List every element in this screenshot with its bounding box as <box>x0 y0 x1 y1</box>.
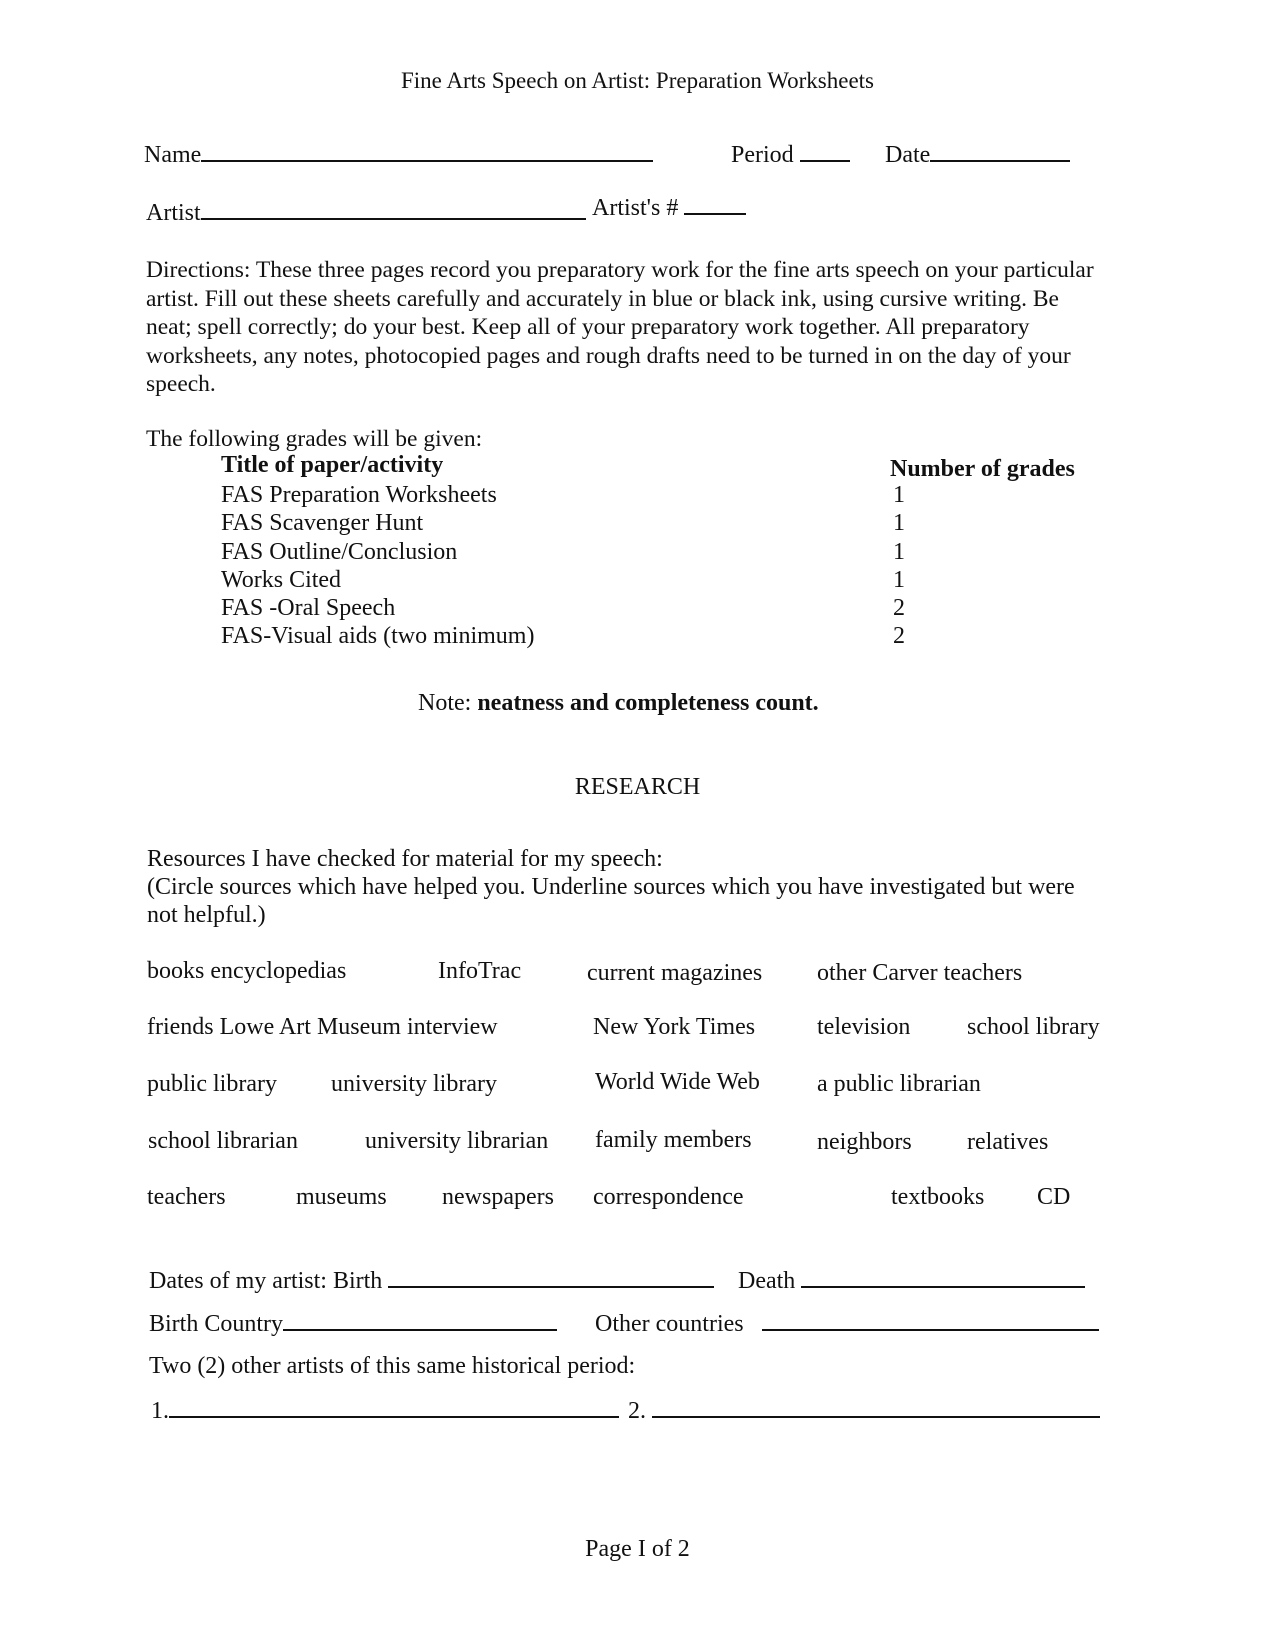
note-text: neatness and completeness count. <box>477 690 819 716</box>
source-item[interactable]: television <box>817 1014 911 1040</box>
grades-number-list <box>893 481 905 651</box>
source-item[interactable]: other Carver teachers <box>817 960 1023 986</box>
document-title: Fine Arts Speech on Artist: Preparation Worksheets <box>401 68 874 93</box>
source-item[interactable]: a public librarian <box>817 1071 981 1097</box>
source-item[interactable]: neighbors <box>817 1129 912 1155</box>
source-item[interactable]: school library <box>967 1014 1100 1040</box>
item-2-label: 2. <box>628 1398 646 1424</box>
artist-field[interactable] <box>146 200 586 227</box>
other-countries-blank[interactable] <box>762 1328 1099 1331</box>
source-item[interactable]: university librarian <box>365 1128 549 1154</box>
grade-row-title: FAS Outline/Conclusion <box>221 538 458 565</box>
death-date-field[interactable] <box>738 1268 1085 1295</box>
other-countries-field[interactable] <box>595 1311 1099 1338</box>
source-item[interactable]: public library <box>147 1071 277 1097</box>
artist-label: Artist <box>146 200 201 226</box>
directions-paragraph: Directions: These three pages record you preparatory work for the fine arts speech on your particular artist. Fill out these sheets carefully and accurately in blue or black ink, using cursive writing. Be neat; spell correctly; do your best. Keep all of your preparatory work together. All preparatory worksheets, any notes, photocopied pages and rough drafts need to be turned in on the day of your speech. <box>146 257 1094 397</box>
birth-country-field[interactable] <box>149 1311 557 1338</box>
artist-number-field[interactable] <box>592 195 746 222</box>
resources-line-2: (Circle sources which have helped you. Underline sources which you have investigated but were <box>147 874 1075 900</box>
birth-date-field[interactable] <box>149 1268 714 1295</box>
grade-row-title: FAS-Visual aids (two minimum) <box>221 623 535 650</box>
grades-col-title: Title of paper/activity <box>221 452 444 478</box>
period-field[interactable] <box>731 142 850 169</box>
birth-country-label: Birth Country <box>149 1311 284 1337</box>
grades-col-number: Number of grades <box>890 456 1075 482</box>
artist-number-blank[interactable] <box>684 212 746 215</box>
source-item[interactable]: InfoTrac <box>438 958 522 984</box>
period-label: Period <box>731 142 794 168</box>
research-heading: RESEARCH <box>574 774 701 800</box>
source-item[interactable]: relatives <box>967 1129 1049 1155</box>
source-item[interactable]: university library <box>331 1071 497 1097</box>
item-1-label: 1. <box>151 1398 169 1424</box>
name-field[interactable] <box>144 142 653 169</box>
source-item[interactable]: books encyclopedias <box>147 958 347 984</box>
grade-row-number: 2 <box>893 623 905 650</box>
resources-line-3: not helpful.) <box>147 902 266 928</box>
source-item[interactable]: family members <box>595 1127 752 1153</box>
artist-blank[interactable] <box>201 217 586 220</box>
source-item[interactable]: CD <box>1037 1184 1071 1210</box>
source-item[interactable]: New York Times <box>593 1014 756 1040</box>
artist-one-field[interactable] <box>151 1398 619 1425</box>
grade-row-number: 1 <box>893 482 905 508</box>
source-item[interactable]: teachers <box>147 1184 226 1210</box>
artist-two-field[interactable] <box>628 1398 1100 1425</box>
date-label: Date <box>885 142 931 168</box>
birth-date-blank[interactable] <box>388 1285 714 1288</box>
grade-row-title: FAS Preparation Worksheets <box>221 482 497 508</box>
other-countries-label: Other countries <box>595 1311 744 1337</box>
grades-title-list <box>221 481 534 651</box>
name-blank[interactable] <box>201 159 653 162</box>
dates-label: Dates of my artist: Birth <box>149 1268 383 1294</box>
resources-line-1: Resources I have checked for material for my speech: <box>147 846 663 872</box>
grade-row-title: Works Cited <box>221 566 342 593</box>
artist-number-label: Artist's # <box>592 195 679 221</box>
grade-row-number: 1 <box>893 566 905 593</box>
grades-intro: The following grades will be given: <box>146 426 483 452</box>
note-line <box>418 690 819 717</box>
two-artists-label: Two (2) other artists of this same historical period: <box>149 1353 636 1379</box>
source-item[interactable]: newspapers <box>442 1184 554 1210</box>
birth-country-blank[interactable] <box>283 1328 557 1331</box>
grade-row-title: FAS -Oral Speech <box>221 595 396 622</box>
period-blank[interactable] <box>800 159 850 162</box>
source-item[interactable]: friends Lowe Art Museum interview <box>147 1014 498 1040</box>
source-item[interactable]: current magazines <box>587 960 763 986</box>
artist-two-blank[interactable] <box>652 1415 1100 1418</box>
grade-row-number: 1 <box>893 538 905 565</box>
grade-row-title: FAS Scavenger Hunt <box>221 510 424 537</box>
note-label: Note: <box>418 690 472 716</box>
death-date-blank[interactable] <box>801 1285 1085 1288</box>
name-label: Name <box>144 142 202 168</box>
source-item[interactable]: museums <box>296 1184 387 1210</box>
source-item[interactable]: school librarian <box>148 1128 298 1154</box>
source-item[interactable]: textbooks <box>891 1184 985 1210</box>
date-blank[interactable] <box>930 159 1070 162</box>
death-label: Death <box>738 1268 796 1294</box>
grade-row-number: 2 <box>893 595 905 622</box>
grade-row-number: 1 <box>893 510 905 537</box>
artist-one-blank[interactable] <box>169 1415 619 1418</box>
source-item[interactable]: correspondence <box>593 1184 744 1210</box>
page-number: Page I of 2 <box>585 1536 690 1562</box>
date-field[interactable] <box>885 142 1070 169</box>
source-item[interactable]: World Wide Web <box>595 1069 760 1095</box>
